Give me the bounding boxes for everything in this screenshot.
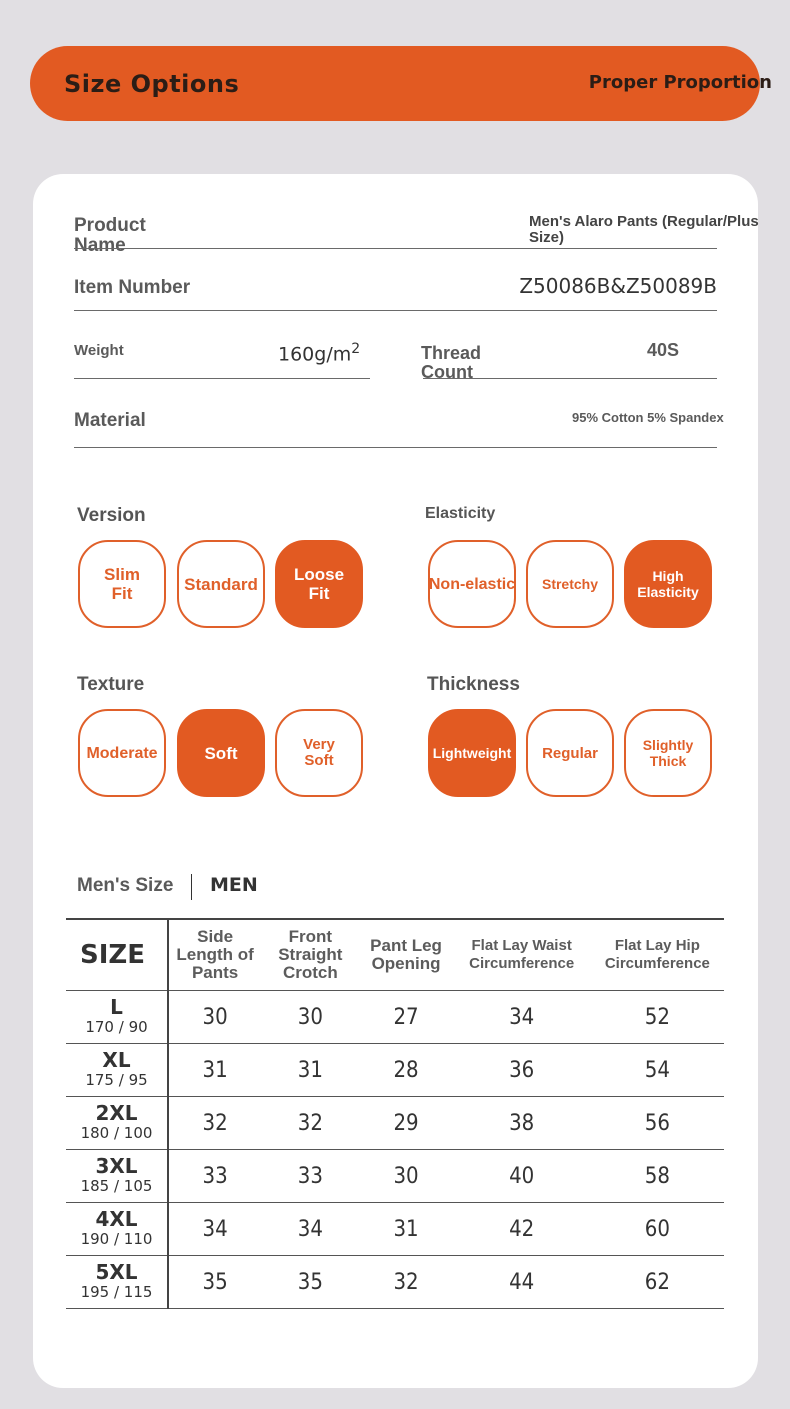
thickness-option-regular[interactable]	[526, 709, 614, 797]
thread-count-label: Thread Count	[421, 343, 482, 382]
table-row	[66, 1044, 724, 1097]
option-label: Stretchy	[541, 575, 599, 592]
measurement-cell: 27	[359, 991, 452, 1044]
measurement-cell: 40	[453, 1150, 591, 1203]
height-weight: 195 / 115	[80, 1283, 153, 1301]
weight-label: Weight	[74, 342, 124, 359]
measurement-cell: 54	[591, 1044, 724, 1097]
size-chart-category: MEN	[210, 874, 258, 896]
measurement-cell: 42	[453, 1203, 591, 1256]
size-cell	[66, 991, 168, 1044]
option-label: Regular	[542, 744, 598, 762]
size-column-header: SIZE	[66, 919, 168, 991]
height-weight: 175 / 95	[85, 1071, 148, 1089]
size-cell	[66, 1256, 168, 1309]
weight-value	[278, 341, 360, 365]
height-weight: 180 / 100	[80, 1124, 153, 1142]
measurement-cell: 44	[453, 1256, 591, 1309]
elasticity-option-stretchy[interactable]	[526, 540, 614, 628]
size-table-body	[66, 991, 724, 1309]
option-label: Standard	[184, 574, 258, 594]
option-label: Soft	[204, 743, 238, 763]
measurement-cell: 35	[168, 1256, 261, 1309]
divider	[74, 447, 717, 448]
option-label: Slim Fit	[104, 565, 140, 603]
size-table	[66, 918, 724, 1309]
option-label: Slightly Thick	[642, 737, 694, 769]
measurement-cell: 33	[261, 1150, 359, 1203]
texture-option-very-soft[interactable]	[275, 709, 363, 797]
height-weight: 170 / 90	[85, 1018, 148, 1036]
measurement-cell: 28	[359, 1044, 452, 1097]
divider	[423, 378, 717, 379]
thickness-option-slightly-thick[interactable]	[624, 709, 712, 797]
column-header: Pant Leg Opening	[359, 919, 452, 991]
header-banner	[30, 46, 772, 121]
measurement-cell: 31	[261, 1044, 359, 1097]
measurement-cell: 32	[168, 1097, 261, 1150]
size-cell	[66, 1097, 168, 1150]
thread-count-value: 40S	[647, 340, 680, 360]
size-label: 4XL	[95, 1207, 138, 1231]
measurement-cell: 31	[359, 1203, 452, 1256]
size-label: XL	[102, 1048, 131, 1072]
table-header-row	[66, 919, 724, 991]
measurement-cell: 58	[591, 1150, 724, 1203]
size-label: L	[110, 995, 123, 1019]
size-cell	[66, 1150, 168, 1203]
option-label: Loose Fit	[293, 565, 345, 603]
item-number-label: Item Number	[74, 277, 191, 298]
size-label: 5XL	[95, 1260, 138, 1284]
measurement-cell: 35	[261, 1256, 359, 1309]
texture-option-moderate[interactable]	[78, 709, 166, 797]
measurement-cell: 60	[591, 1203, 724, 1256]
size-chart-heading: Men's Size	[77, 875, 174, 896]
measurement-cell: 30	[261, 991, 359, 1044]
material-value: 95% Cotton 5% Spandex	[572, 410, 724, 425]
elasticity-option-high-elasticity[interactable]	[624, 540, 712, 628]
measurement-cell: 33	[168, 1150, 261, 1203]
measurement-cell: 29	[359, 1097, 452, 1150]
option-label: Very Soft	[303, 736, 335, 769]
banner-title: Size Options	[64, 70, 240, 98]
measurement-cell: 62	[591, 1256, 724, 1309]
product-name-value: Men's Alaro Pants (Regular/Plus Size)	[529, 213, 759, 246]
table-row	[66, 1203, 724, 1256]
thickness-option-lightweight[interactable]	[428, 709, 516, 797]
thickness-title: Thickness	[427, 674, 520, 695]
version-title: Version	[77, 505, 146, 526]
elasticity-title: Elasticity	[425, 505, 496, 522]
divider	[74, 378, 370, 379]
measurement-cell: 36	[453, 1044, 591, 1097]
measurement-cell: 38	[453, 1097, 591, 1150]
option-label: Non-elastic	[428, 575, 516, 593]
divider	[74, 310, 717, 311]
version-option-standard[interactable]	[177, 540, 265, 628]
size-cell	[66, 1203, 168, 1256]
measurement-cell: 34	[168, 1203, 261, 1256]
height-weight: 185 / 105	[80, 1177, 153, 1195]
texture-title: Texture	[77, 674, 145, 695]
table-row	[66, 1097, 724, 1150]
measurement-cell: 32	[261, 1097, 359, 1150]
table-row	[66, 1150, 724, 1203]
measurement-cell: 52	[591, 991, 724, 1044]
measurement-cell: 56	[591, 1097, 724, 1150]
divider	[74, 248, 717, 249]
size-cell	[66, 1044, 168, 1097]
version-option-slim-fit[interactable]	[78, 540, 166, 628]
texture-option-soft[interactable]	[177, 709, 265, 797]
banner-subtitle: Proper Proportion	[588, 72, 772, 93]
height-weight: 190 / 110	[80, 1230, 153, 1248]
column-header: Side Length of Pants	[168, 919, 261, 991]
material-label: Material	[74, 410, 146, 431]
spec-card	[33, 174, 758, 1388]
weight-superscript: 2	[351, 341, 361, 357]
weight-number: 160g/m	[278, 343, 352, 366]
column-header: Flat Lay Waist Circumference	[453, 919, 591, 991]
option-label: High Elasticity	[637, 568, 699, 600]
elasticity-option-non-elastic[interactable]	[428, 540, 516, 628]
size-label: 2XL	[95, 1101, 138, 1125]
heading-separator	[191, 874, 192, 900]
measurement-cell: 34	[261, 1203, 359, 1256]
product-name-label: Product Name	[74, 215, 146, 256]
measurement-cell: 34	[453, 991, 591, 1044]
item-number-value: Z50086B&Z50089B	[519, 274, 717, 298]
column-header: Front Straight Crotch	[261, 919, 359, 991]
column-header: Flat Lay Hip Circumference	[591, 919, 724, 991]
size-label: 3XL	[95, 1154, 138, 1178]
measurement-cell: 31	[168, 1044, 261, 1097]
option-label: Lightweight	[432, 744, 512, 761]
version-option-loose-fit[interactable]	[275, 540, 363, 628]
option-label: Moderate	[86, 744, 158, 762]
measurement-cell: 30	[168, 991, 261, 1044]
measurement-cell: 30	[359, 1150, 452, 1203]
table-row	[66, 991, 724, 1044]
measurement-cell: 32	[359, 1256, 452, 1309]
table-row	[66, 1256, 724, 1309]
